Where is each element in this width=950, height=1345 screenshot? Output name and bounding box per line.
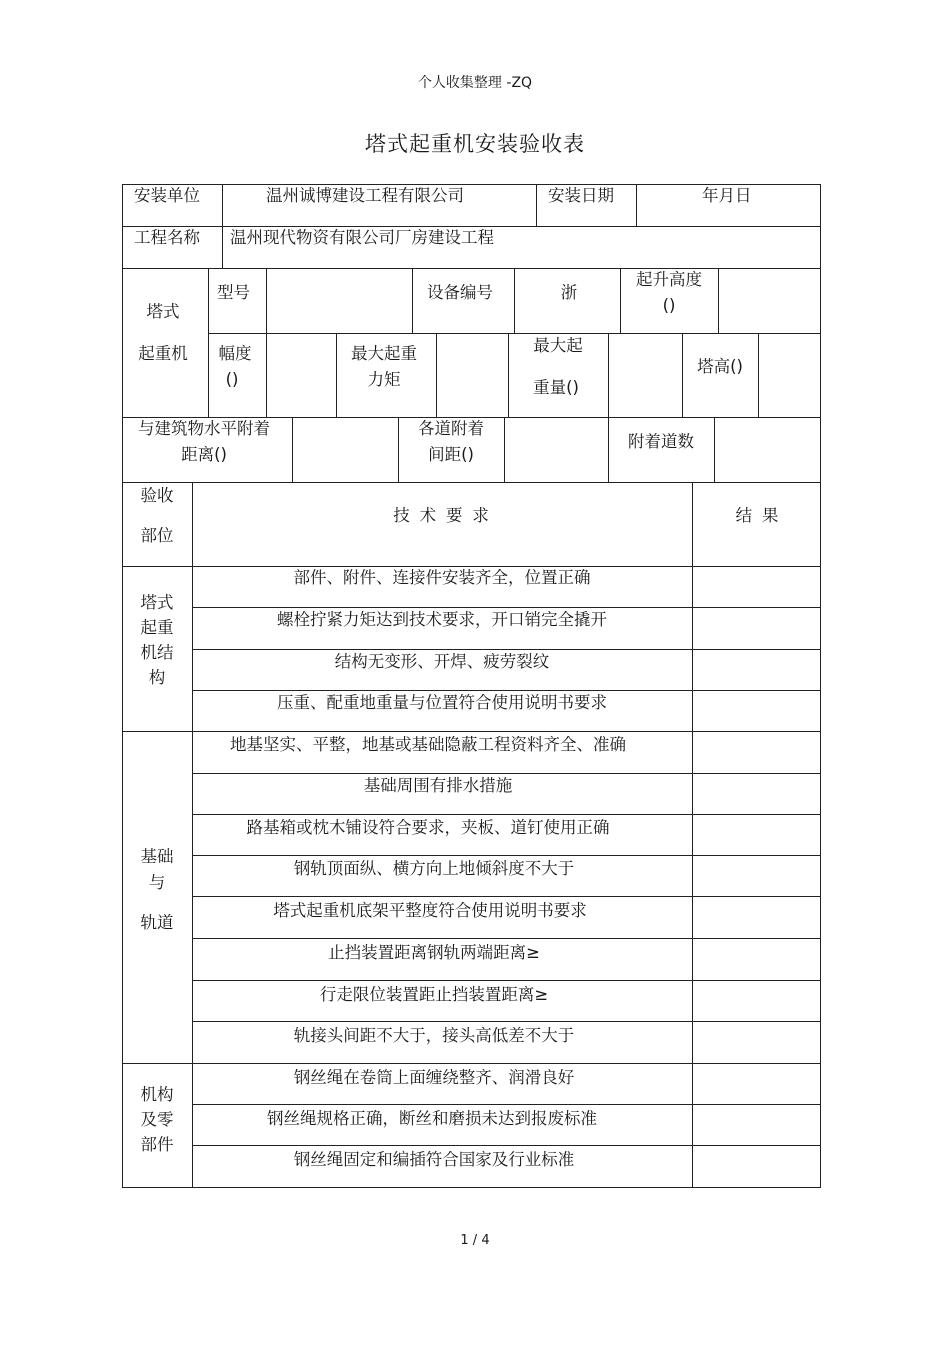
col-line [758, 333, 759, 418]
checklist-item: 路基箱或枕木铺设符合要求，夹板、道钉使用正确 [246, 818, 610, 837]
section-label-line: 轨道 [140, 913, 174, 932]
col-line [514, 268, 515, 334]
amplitude-label-line1: 幅度 [218, 344, 252, 363]
checklist-item: 行走限位装置距止挡装置距离≥ [319, 985, 549, 1004]
install-date-label: 安装日期 [548, 186, 614, 205]
tower-height-label: 塔高() [697, 357, 743, 376]
checklist-item: 基础周围有排水措施 [363, 776, 513, 795]
amplitude-label-line2: () [225, 370, 239, 389]
attach-count-label: 附着道数 [628, 432, 694, 451]
header-result: 结果 [735, 506, 789, 525]
checklist-item: 钢丝绳固定和编插符合国家及行业标准 [293, 1150, 575, 1169]
col-line [192, 482, 193, 1188]
col-line [508, 333, 509, 418]
section-label-line: 构 [148, 668, 166, 687]
lift-height-label-line1: 起升高度 [636, 270, 702, 289]
row-line [122, 482, 821, 483]
col-line [504, 417, 505, 483]
col-line [718, 268, 719, 334]
install-date-value: 年月日 [702, 186, 752, 205]
row-line [122, 268, 821, 269]
section-label-line: 机结 [140, 643, 174, 662]
attach-spacing-label-line1: 各道附着 [418, 419, 484, 438]
section-label-line: 机构 [140, 1085, 174, 1104]
item-line [192, 896, 821, 897]
section-label-line: 塔式 [140, 593, 174, 612]
item-line [192, 1104, 821, 1105]
header-part-line2: 部位 [140, 526, 174, 545]
max-lift-weight-label-line1: 最大起 [533, 336, 583, 355]
col-line [222, 184, 223, 269]
header-part-line1: 验收 [140, 486, 174, 505]
crane-label-line2: 起重机 [138, 344, 188, 363]
item-line [192, 1021, 821, 1022]
checklist-item: 钢丝绳规格正确，断丝和磨损未达到报废标准 [267, 1109, 597, 1128]
col-line [620, 268, 621, 334]
col-line [292, 417, 293, 483]
project-name-label: 工程名称 [134, 228, 200, 247]
section-label-line: 起重 [140, 618, 174, 637]
col-line [208, 268, 209, 418]
checklist-item: 轨接头间距不大于，接头高低差不大于 [293, 1026, 575, 1045]
checklist-item: 螺栓拧紧力矩达到技术要求，开口销完全撬开 [277, 610, 607, 629]
col-line [398, 417, 399, 483]
section-label-line: 部件 [140, 1135, 174, 1154]
col-line [536, 184, 537, 227]
checklist-item: 钢丝绳在卷筒上面缠绕整齐、润滑良好 [293, 1068, 575, 1087]
checklist-item: 止挡装置距离钢轨两端距离≥ [328, 943, 540, 962]
acceptance-form-table [122, 184, 821, 1188]
header-requirements: 技术要求 [393, 506, 499, 525]
max-lift-moment-label-line1: 最大起重 [351, 344, 417, 363]
table-border-left [122, 184, 123, 1188]
checklist-item: 结构无变形、开焊、疲劳裂纹 [334, 652, 550, 671]
col-line [692, 482, 693, 1188]
col-line [412, 268, 413, 334]
model-label: 型号 [217, 283, 250, 302]
attach-dist-label-line2: 距离() [181, 445, 227, 464]
col-line [436, 333, 437, 418]
attach-spacing-label-line2: 间距() [428, 445, 474, 464]
col-line [714, 417, 715, 483]
item-line [192, 1145, 821, 1146]
item-line [192, 980, 821, 981]
col-line [266, 268, 267, 334]
col-line [336, 333, 337, 418]
max-lift-moment-label-line2: 力矩 [367, 370, 401, 389]
install-unit-value: 温州诚博建设工程有限公司 [266, 186, 464, 205]
section-label-line: 基础 [140, 847, 174, 866]
equipment-no-label: 设备编号 [427, 283, 493, 302]
table-border-right [820, 184, 821, 1188]
page-number: 1 / 4 [460, 1233, 490, 1248]
page-header: 个人收集整理 -ZQ [417, 75, 533, 91]
crane-label-line1: 塔式 [146, 302, 180, 321]
project-name-value: 温州现代物资有限公司厂房建设工程 [230, 228, 494, 247]
col-line [636, 184, 637, 227]
col-line [266, 333, 267, 418]
checklist-item: 部件、附件、连接件安装齐全，位置正确 [293, 568, 591, 587]
section-label-line: 及零 [140, 1110, 174, 1129]
checklist-item: 塔式起重机底架平整度符合使用说明书要求 [273, 901, 587, 920]
equipment-no-value: 浙 [560, 283, 578, 302]
item-line [192, 938, 821, 939]
attach-dist-label-line1: 与建筑物水平附着 [138, 419, 270, 438]
section-label-line: 与 [148, 873, 166, 892]
col-line [608, 333, 609, 418]
checklist-item: 压重、配重地重量与位置符合使用说明书要求 [277, 693, 607, 712]
col-line [682, 333, 683, 418]
table-border-bottom [122, 1187, 821, 1188]
lift-height-label-line2: () [662, 296, 676, 315]
page-title: 塔式起重机安装验收表 [365, 132, 585, 156]
section-line [122, 1063, 821, 1064]
checklist-item: 钢轨顶面纵、横方向上地倾斜度不大于 [293, 859, 575, 878]
install-unit-label: 安装单位 [134, 186, 200, 205]
col-line [608, 417, 609, 483]
checklist-item: 地基坚实、平整，地基或基础隐蔽工程资料齐全、准确 [230, 735, 626, 754]
max-lift-weight-label-line2: 重量() [533, 378, 579, 397]
